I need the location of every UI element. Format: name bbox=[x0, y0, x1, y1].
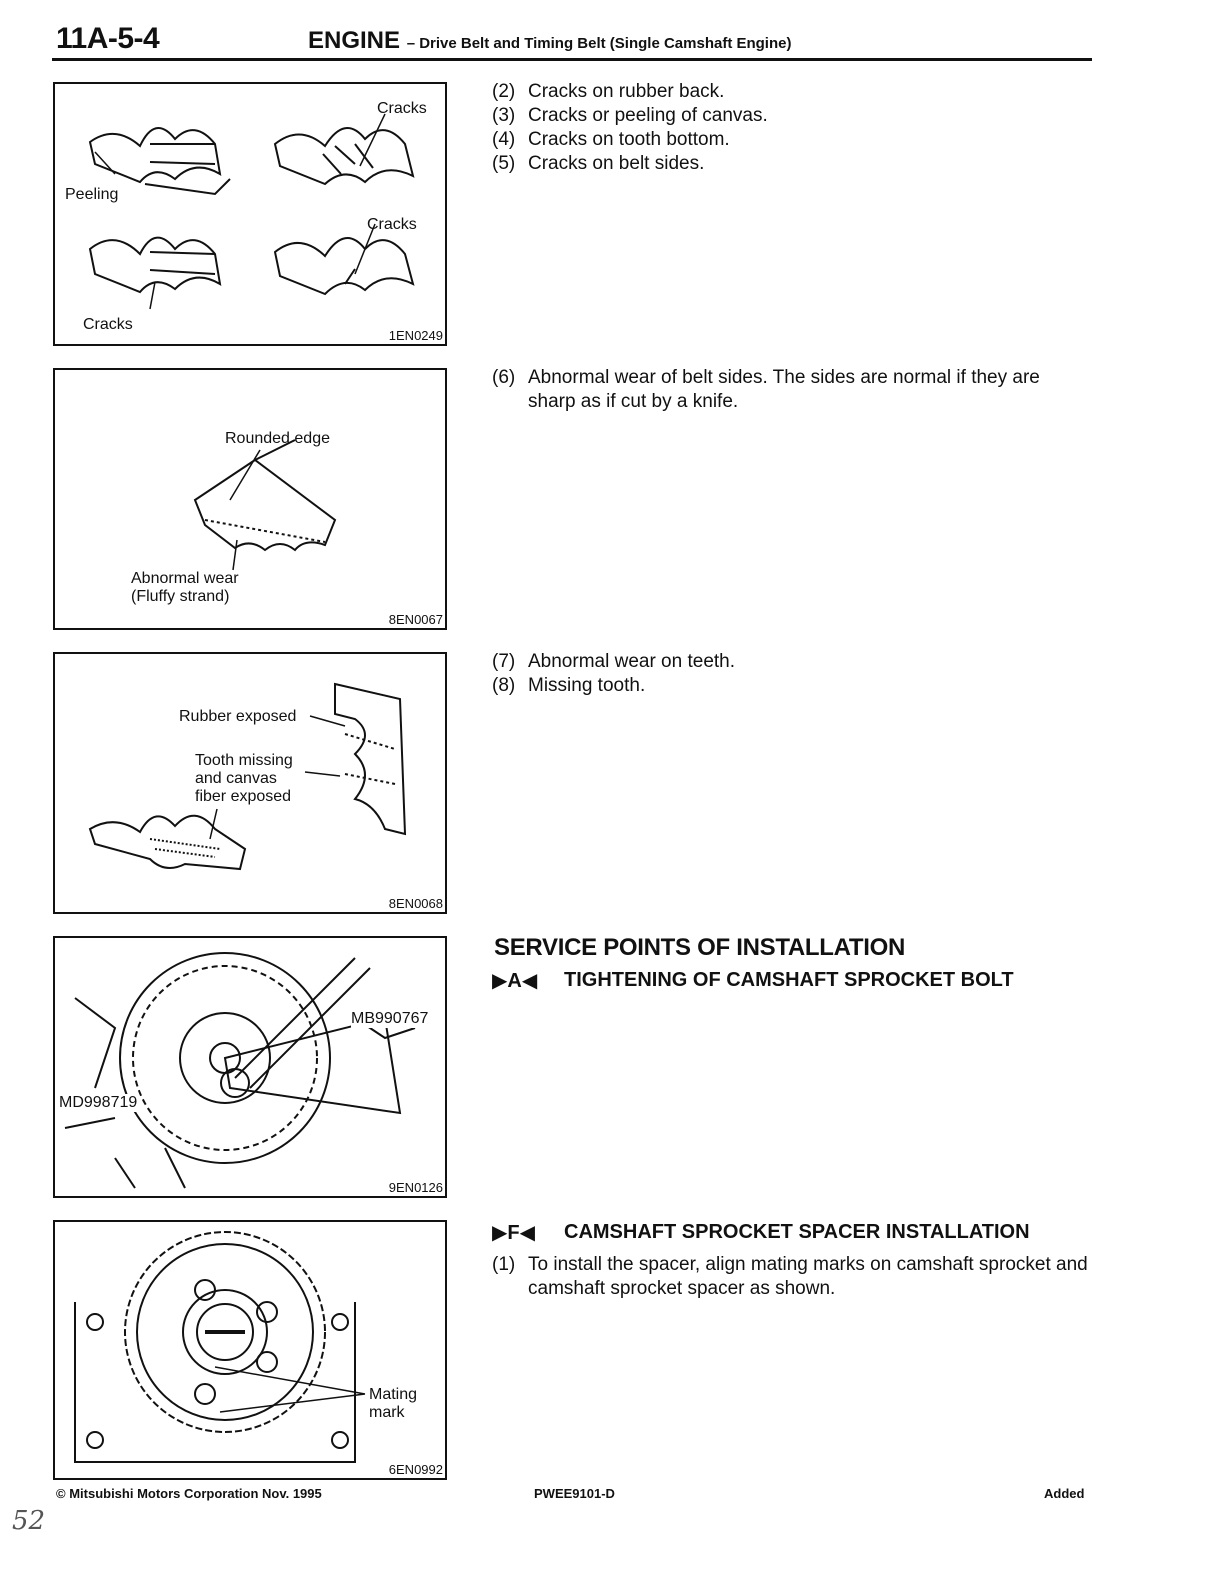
footer-doc-code: PWEE9101-D bbox=[534, 1486, 615, 1501]
label-tool-mb990767: MB990767 bbox=[351, 1010, 429, 1027]
label-fluffy-strand: (Fluffy strand) bbox=[131, 588, 230, 605]
label-and-canvas: and canvas bbox=[195, 770, 277, 787]
list-item: (2) Cracks on rubber back. bbox=[492, 81, 725, 102]
figure-code: 9EN0126 bbox=[388, 1180, 443, 1195]
figure-tooth-wear bbox=[53, 652, 447, 914]
label-tool-md998719: MD998719 bbox=[59, 1094, 138, 1111]
section-title bbox=[308, 27, 791, 55]
sprocket-bolt-illustration bbox=[55, 938, 445, 1196]
label-mark: mark bbox=[369, 1404, 405, 1421]
service-section-title: SERVICE POINTS OF INSTALLATION bbox=[494, 934, 906, 961]
label-cracks: Cracks bbox=[367, 216, 417, 233]
handwritten-note: 52 bbox=[12, 1506, 46, 1536]
figure-code: 8EN0067 bbox=[388, 612, 443, 627]
spacer-steps bbox=[492, 1253, 1092, 1301]
label-tooth-missing: Tooth missing bbox=[195, 752, 293, 769]
section-subtitle: – Drive Belt and Timing Belt (Single Camshaft Engine) bbox=[406, 35, 792, 52]
list-item: (4) Cracks on tooth bottom. bbox=[492, 129, 730, 150]
figure-sprocket-bolt bbox=[53, 936, 447, 1198]
belt-side-wear-illustration bbox=[55, 370, 445, 628]
label-rubber-exposed: Rubber exposed bbox=[179, 708, 297, 725]
figure-code: 8EN0068 bbox=[388, 896, 443, 911]
section-name: ENGINE bbox=[308, 27, 401, 54]
label-cracks: Cracks bbox=[83, 316, 133, 333]
list-item: (7) Abnormal wear on teeth. bbox=[492, 651, 736, 672]
label-mating: Mating bbox=[369, 1386, 418, 1403]
label-cracks: Cracks bbox=[377, 100, 427, 117]
service-item-f-title: CAMSHAFT SPROCKET SPACER INSTALLATION bbox=[564, 1221, 1030, 1243]
list-item: (5) Cracks on belt sides. bbox=[492, 153, 705, 174]
figure-belt-cracks bbox=[53, 82, 447, 346]
item-marker-a: ▶A◀ bbox=[492, 970, 538, 992]
item-marker-f: ▶F◀ bbox=[492, 1222, 535, 1244]
footer-status: Added bbox=[1044, 1486, 1085, 1501]
service-item-a bbox=[492, 968, 1014, 993]
list-item: (3) Cracks or peeling of canvas. bbox=[492, 105, 768, 126]
checklist-group-1 bbox=[492, 80, 768, 176]
belt-cracks-illustration bbox=[55, 84, 445, 344]
label-abnormal-wear: Abnormal wear bbox=[131, 570, 239, 587]
figure-code: 6EN0992 bbox=[388, 1462, 443, 1477]
footer-copyright: © Mitsubishi Motors Corporation Nov. 1995 bbox=[56, 1486, 322, 1501]
label-peeling: Peeling bbox=[65, 186, 119, 203]
service-item-f bbox=[492, 1220, 1030, 1245]
label-fiber-exposed: fiber exposed bbox=[195, 788, 292, 805]
page-number: 11A-5-4 bbox=[56, 22, 160, 55]
header-rule bbox=[52, 58, 1092, 61]
list-item: (8) Missing tooth. bbox=[492, 675, 646, 696]
figure-mating-marks bbox=[53, 1220, 447, 1480]
service-item-a-title: TIGHTENING OF CAMSHAFT SPROCKET BOLT bbox=[564, 969, 1014, 991]
label-rounded-edge: Rounded edge bbox=[225, 430, 330, 447]
figure-code: 1EN0249 bbox=[388, 328, 443, 343]
list-item: (1) To install the spacer, align mating marks on camshaft sprocket and camshaft sprocket spacer as shown. bbox=[492, 1254, 1088, 1299]
mating-marks-illustration bbox=[55, 1222, 445, 1478]
list-item: (6) Abnormal wear of belt sides. The sides are normal if they are sharp as if cut by a knife. bbox=[492, 367, 1040, 412]
checklist-group-3 bbox=[492, 650, 735, 698]
figure-belt-side-wear bbox=[53, 368, 447, 630]
checklist-group-2 bbox=[492, 366, 1092, 414]
